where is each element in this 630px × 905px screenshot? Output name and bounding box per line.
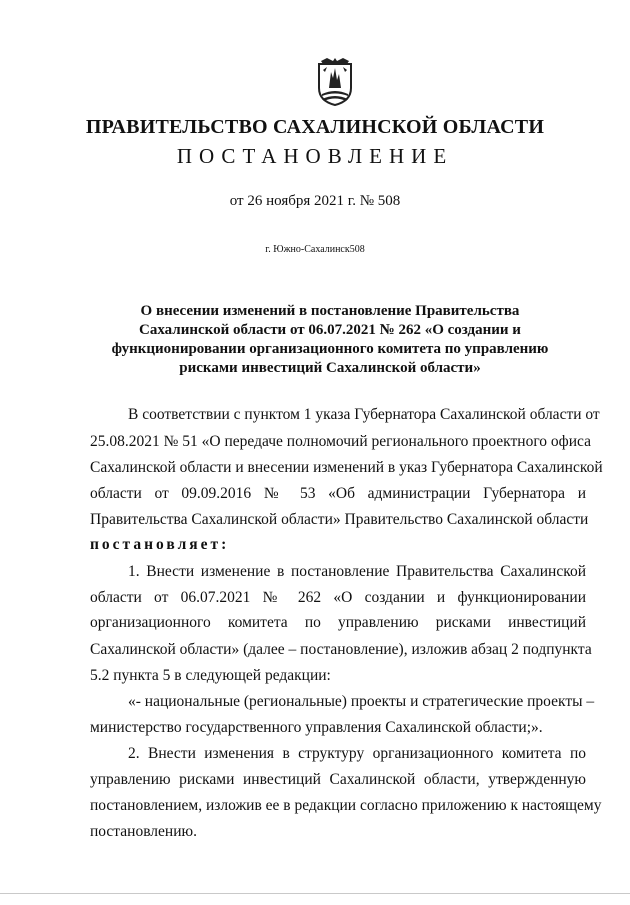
resolution-word: постановляет: (90, 536, 230, 553)
body-line: 25.08.2021 № 51 «О передаче полномочий регионального проектного офиса (90, 433, 591, 450)
document-subject: О внесении изменений в постановление Правительства Сахалинской области от 06.07.2021 № 262 «О создании и функционировании организационного комитета по управлению рисками инвестиций Сахалинской области» (111, 303, 549, 376)
body-line: области от 09.09.2016 № 53 «Об администрации Губернатора и (90, 485, 586, 502)
body-line: «- национальные (региональные) проекты и стратегические проекты – (128, 693, 595, 710)
body-line: Правительства Сахалинской области» Правительство Сахалинской области (90, 511, 589, 528)
body-line: министерство государственного управления Сахалинской области;». (90, 719, 543, 736)
body-line: 5.2 пункта 5 в следующей редакции: (90, 667, 331, 684)
body-line: Сахалинской области и внесении изменений в указ Губернатора Сахалинской (90, 459, 603, 476)
body-line: В соответствии с пунктом 1 указа Губернатора Сахалинской области от (128, 406, 600, 423)
page-edge-divider (0, 893, 630, 894)
body-line: постановлению. (90, 823, 197, 840)
body-line: Сахалинской области» (далее – постановление), изложив абзац 2 подпункта (90, 641, 592, 658)
document-type: ПОСТАНОВЛЕНИЕ (176, 144, 454, 168)
body-line: организационного комитета по управлению рисками инвестиций (90, 614, 586, 631)
document-place: г. Южно-Сахалинск508 (265, 244, 365, 255)
body-line: 2. Внести изменения в структуру организационного комитета по (128, 745, 586, 762)
body-line: постановлением, изложив ее в редакции согласно приложению к настоящему (90, 797, 602, 814)
document-date-number: от 26 ноября 2021 г. № 508 (229, 193, 401, 209)
body-line: области от 06.07.2021 № 262 «О создании и функционировании (90, 589, 586, 606)
body-line: управлению рисками инвестиций Сахалинской области, утвержденную (90, 771, 586, 788)
coat-of-arms-icon (317, 58, 353, 106)
government-title: ПРАВИТЕЛЬСТВО САХАЛИНСКОЙ ОБЛАСТИ (85, 116, 545, 138)
body-line: 1. Внести изменение в постановление Правительства Сахалинской (128, 563, 586, 580)
